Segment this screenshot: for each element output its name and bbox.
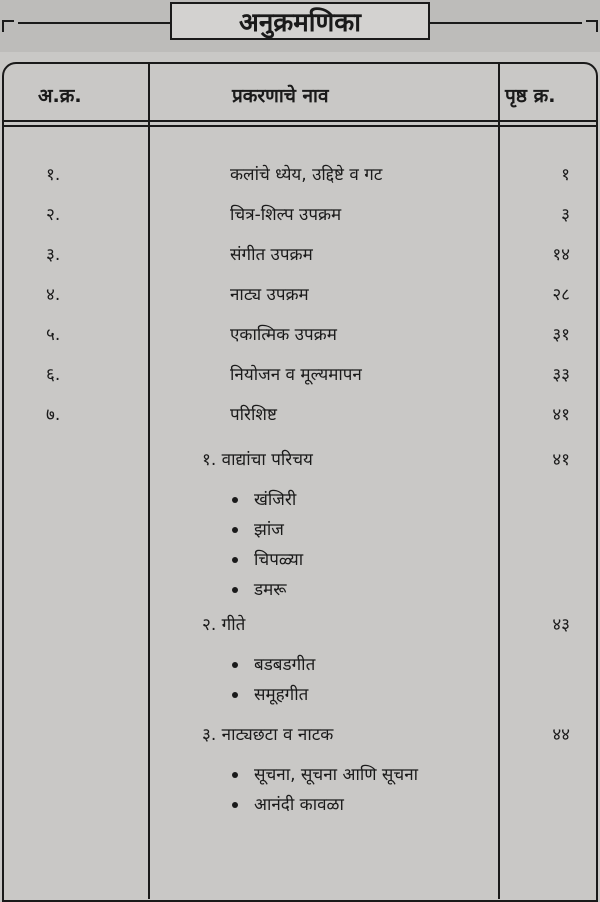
list-item-label: सूचना, सूचना आणि सूचना [254,765,419,785]
row-title[interactable]: चित्र-शिल्प उपक्रम [230,205,342,225]
row-number: ४. [46,285,61,305]
row-title[interactable]: परिशिष्ट [230,405,277,425]
list-item [232,577,286,600]
row-number: ६. [46,365,61,385]
list-item-label: बडबडगीत [254,655,316,675]
row-page: ४१ [552,405,570,425]
header-serial: अ.क्र. [38,85,82,107]
row-number: ३. [46,245,61,265]
title-rule-left [18,22,170,24]
row-number: १. [46,165,61,185]
row-page: ३ [561,205,570,225]
bullet-icon [232,587,238,593]
row-title[interactable]: एकात्मिक उपक्रम [230,325,337,345]
row-page: २८ [552,285,570,305]
subsection-title[interactable]: ३. नाट्यछटा व नाटक [202,725,334,745]
row-title[interactable]: नाट्य उपक्रम [230,285,309,305]
row-number: ५. [46,325,61,345]
corner-ornament-left [2,20,14,32]
list-item [232,517,284,540]
subsection-page: ४४ [552,725,570,745]
list-item-label: आनंदी कावळा [254,795,344,815]
list-item [232,487,296,510]
bullet-icon [232,662,238,668]
title-rule-right [430,22,582,24]
list-item [232,652,315,675]
page-title: अनुक्रमणिका [170,2,430,40]
row-page: १ [561,165,570,185]
bullet-icon [232,527,238,533]
list-item [232,682,308,705]
header-rule [4,120,596,122]
row-title[interactable]: नियोजन व मूल्यमापन [230,365,362,385]
bullet-icon [232,802,238,808]
list-item-label: समूहगीत [254,685,309,705]
list-item [232,792,344,815]
row-title[interactable]: संगीत उपक्रम [230,245,313,265]
subsection-page: ४१ [552,450,570,470]
row-number: २. [46,205,61,225]
header-rule-double [4,125,596,127]
list-item-label: खंजिरी [254,490,297,510]
column-divider-2 [498,64,500,899]
list-item [232,762,418,785]
subsection-title[interactable]: २. गीते [202,615,246,635]
row-title[interactable]: कलांचे ध्येय, उद्दिष्टे व गट [230,165,383,185]
row-page: ३१ [552,325,570,345]
list-item-label: चिपळ्या [254,550,304,570]
corner-ornament-right [586,20,598,32]
row-number: ७. [46,405,61,425]
bullet-icon [232,772,238,778]
list-item-label: डमरू [254,580,287,600]
subsection-title[interactable]: १. वाद्यांचा परिचय [202,450,313,470]
header-page: पृष्ठ क्र. [505,85,556,107]
row-page: १४ [552,245,570,265]
list-item [232,547,303,570]
bullet-icon [232,497,238,503]
bullet-icon [232,557,238,563]
bullet-icon [232,692,238,698]
column-divider-1 [148,64,150,899]
row-page: ३३ [552,365,570,385]
list-item-label: झांज [254,520,284,540]
header-chapter: प्रकरणाचे नाव [232,85,329,107]
subsection-page: ४३ [552,615,570,635]
